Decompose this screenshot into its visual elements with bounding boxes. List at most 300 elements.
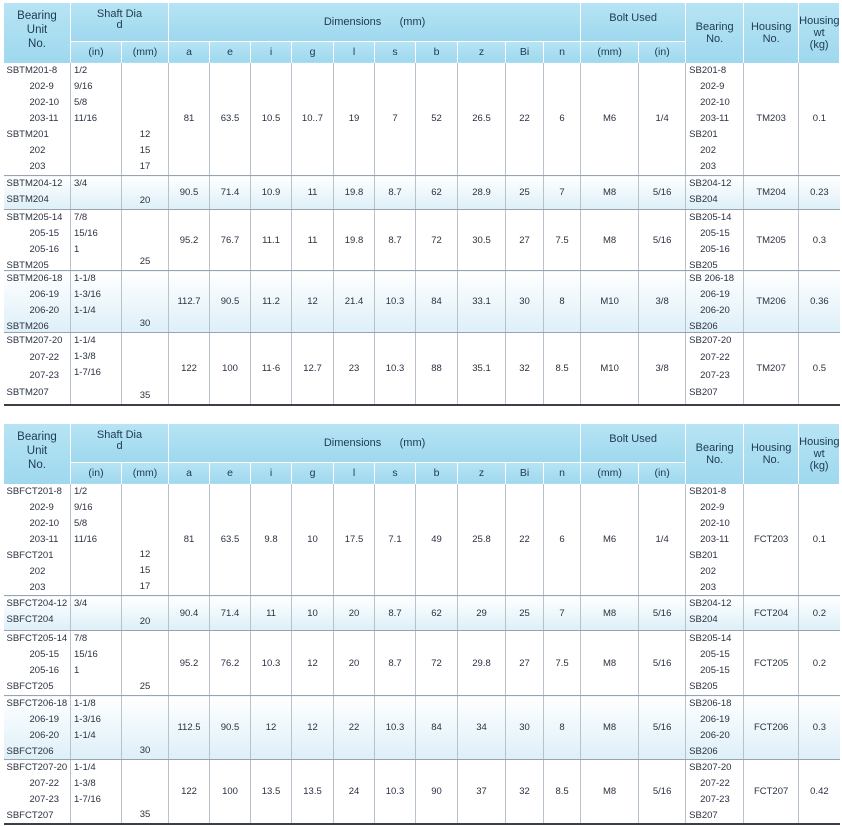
dimension-cell: 10 xyxy=(292,596,334,631)
shaft-mm-line: 15 xyxy=(139,565,151,576)
housing-wt-header-line: (kg) xyxy=(809,38,829,51)
dimension-cell: 13.5 xyxy=(251,760,292,824)
dimension-cell: 88 xyxy=(416,333,458,405)
bearing-unit-lines xyxy=(4,210,71,271)
bearing-no-line: 203 xyxy=(700,160,716,172)
subheader-cell: a xyxy=(169,41,210,63)
bolt-mm-cell: M10 xyxy=(581,271,639,333)
bearing-unit-line: SBFCT207-20 xyxy=(6,762,68,773)
bearing-no-line: 205-15 xyxy=(700,649,730,660)
shaft-in-line: 9/16 xyxy=(74,80,93,92)
bolt-mm-cell: M8 xyxy=(581,760,639,824)
dimension-cell: 112.5 xyxy=(169,696,210,760)
bolt-in-cell: 5/16 xyxy=(639,596,686,631)
bearing-unit-line: SBFCT201-8 xyxy=(6,485,62,497)
bearing-unit-line: SBFCT205 xyxy=(6,681,54,692)
bearing-no-line: 206-19 xyxy=(700,289,730,300)
dimension-cell: 7 xyxy=(544,176,581,210)
shaft-in-line: 1-7/16 xyxy=(74,794,101,805)
bearing-unit-line: 202 xyxy=(29,144,46,156)
shaft-in-line: 1 xyxy=(74,665,80,676)
dimension-cell: 27 xyxy=(506,631,544,696)
bearing-no-cell xyxy=(686,176,744,210)
bearing-no-cell xyxy=(686,210,744,271)
bearing-unit-line: SBTM206 xyxy=(6,321,49,332)
table-row xyxy=(4,333,840,405)
shaft-in-lines xyxy=(71,271,121,319)
shaft-in-line: 15/16 xyxy=(74,649,98,660)
shaft-in-line: 1/2 xyxy=(74,485,88,497)
shaft-mm-cell xyxy=(122,271,169,333)
shaft-mm-lines xyxy=(122,807,168,823)
table-row xyxy=(4,696,840,760)
bearing-no-line: SB201-8 xyxy=(689,64,727,76)
shaft-in-cell xyxy=(71,333,122,405)
subheader-cell: n xyxy=(544,462,581,484)
bearing-no-line: SB205 xyxy=(689,260,718,271)
dimension-cell: 76.7 xyxy=(210,210,251,271)
bearing-no-header xyxy=(686,424,744,484)
shaft-in-lines xyxy=(71,631,121,679)
bearing-unit-cell xyxy=(4,63,71,176)
bearing-unit-lines xyxy=(4,631,71,692)
bearing-no-line: 202-9 xyxy=(700,501,725,513)
bearing-unit-line: SBTM204 xyxy=(6,194,49,205)
housing-no-cell: TM204 xyxy=(744,176,799,210)
bearing-no-header-line: Bearing xyxy=(695,20,734,33)
table-row xyxy=(4,176,840,210)
dimension-cell: 12 xyxy=(292,271,334,333)
housing-no-cell: FCT203 xyxy=(744,484,799,596)
subheader-cell: (mm) xyxy=(122,41,169,63)
bearing-no-lines xyxy=(686,176,743,206)
bearing-unit-line: SBFCT201 xyxy=(6,549,54,561)
dimension-cell: 10..7 xyxy=(292,63,334,176)
bolt-in-cell: 5/16 xyxy=(639,176,686,210)
housing-no-header-line: Housing xyxy=(750,20,792,33)
dimension-cell: 8 xyxy=(544,696,581,760)
bearing-no-line: 203-11 xyxy=(700,533,730,545)
dimension-cell: 26.5 xyxy=(458,63,506,176)
bearing-unit-lines xyxy=(4,333,71,401)
bearing-unit-line: SBTM205 xyxy=(6,260,49,271)
dimension-cell: 52 xyxy=(416,63,458,176)
bearing-no-line: 203-11 xyxy=(700,112,730,124)
shaft-in-line: 1-1/8 xyxy=(74,698,96,709)
dimension-cell: 8.7 xyxy=(375,596,416,631)
dimension-cell: 29.8 xyxy=(458,631,506,696)
subheader-cell: (in) xyxy=(639,41,686,63)
bearing-no-header xyxy=(686,3,744,63)
bearing-no-line: 207-22 xyxy=(700,352,730,364)
shaft-in-line: 15/16 xyxy=(74,228,98,239)
bearing-unit-line: 207-22 xyxy=(29,778,60,789)
bearing-no-line: 203 xyxy=(700,581,716,593)
dimension-cell: 6 xyxy=(544,63,581,176)
shaft-mm-lines xyxy=(122,743,168,759)
dimension-cell: 8.7 xyxy=(375,631,416,696)
bearing-no-line: SB204 xyxy=(689,194,718,205)
dimension-cell: 11 xyxy=(292,176,334,210)
dimension-cell: 72 xyxy=(416,631,458,696)
dimension-cell: 122 xyxy=(169,333,210,405)
housing-no-header xyxy=(744,3,799,63)
housing-no-cell: TM203 xyxy=(744,63,799,176)
subheader-cell: g xyxy=(292,41,334,63)
bearing-no-line: 205-15 xyxy=(700,665,730,676)
dimensions-header xyxy=(169,424,581,462)
subheader-cell: i xyxy=(251,462,292,484)
shaft-in-cell xyxy=(71,760,122,824)
bearing-no-line: SB201-8 xyxy=(689,485,727,497)
shaft-in-lines xyxy=(71,210,121,258)
shaft-mm-line: 30 xyxy=(139,745,151,756)
shaft-in-lines xyxy=(71,333,121,381)
bearing-unit-line: 202-9 xyxy=(29,80,54,92)
housing-wt-cell: 0.3 xyxy=(799,210,840,271)
housing-wt-header-line: wt xyxy=(813,447,825,460)
subheader-cell: z xyxy=(458,41,506,63)
bearing-no-line: 202-10 xyxy=(700,96,730,108)
shaft-mm-line: 15 xyxy=(139,145,151,156)
housing-wt-header xyxy=(799,3,840,63)
table-row xyxy=(4,760,840,824)
bearing-unit-lines xyxy=(4,63,71,172)
shaft-in-line: 3/4 xyxy=(74,598,88,609)
dimension-cell: 25 xyxy=(506,596,544,631)
housing-wt-cell: 0.36 xyxy=(799,271,840,333)
subheader-cell: l xyxy=(334,41,375,63)
bearing-unit-cell xyxy=(4,333,71,405)
bearing-no-cell xyxy=(686,760,744,824)
dimension-cell: 22 xyxy=(506,63,544,176)
dimension-cell: 8.5 xyxy=(544,333,581,405)
bearing-unit-line: 203-11 xyxy=(29,533,59,545)
dimension-cell: 21.4 xyxy=(334,271,375,333)
housing-no-cell: FCT207 xyxy=(744,760,799,824)
table-row xyxy=(4,484,840,596)
bolt-in-cell: 5/16 xyxy=(639,631,686,696)
dimension-cell: 49 xyxy=(416,484,458,596)
housing-no-cell: FCT204 xyxy=(744,596,799,631)
bearing-unit-header xyxy=(4,3,71,63)
bearing-unit-line: SBTM201-8 xyxy=(6,64,58,76)
shaft-in-line: 5/8 xyxy=(74,517,88,529)
bearing-no-line: SB207 xyxy=(689,386,718,398)
bearing-no-lines xyxy=(686,333,743,401)
tm-table xyxy=(3,3,840,406)
header-row xyxy=(4,3,840,41)
bearing-unit-line: 206-19 xyxy=(29,289,60,300)
dimension-cell: 7.5 xyxy=(544,210,581,271)
dimension-cell: 100 xyxy=(210,760,251,824)
dimension-cell: 81 xyxy=(169,484,210,596)
shaft-in-cell xyxy=(71,210,122,271)
housing-no-cell: TM206 xyxy=(744,271,799,333)
bearing-no-cell xyxy=(686,271,744,333)
dimension-cell: 95.2 xyxy=(169,210,210,271)
dimension-cell: 33.1 xyxy=(458,271,506,333)
bearing-no-header-line: No. xyxy=(706,453,724,466)
dimension-cell: 8.7 xyxy=(375,210,416,271)
bearing-no-line: SB204-12 xyxy=(689,178,732,189)
shaft-in-line: 9/16 xyxy=(74,501,93,513)
dimension-cell: 27 xyxy=(506,210,544,271)
shaft-mm-lines xyxy=(122,388,168,404)
dimensions-header-text: Dimensions (mm) xyxy=(323,436,426,449)
bearing-no-line: SB207-20 xyxy=(689,762,732,773)
subheader-cell: g xyxy=(292,462,334,484)
bearing-no-line: 207-23 xyxy=(700,369,730,381)
bearing-no-lines xyxy=(686,210,743,271)
bearing-no-line: SB206 xyxy=(689,321,718,332)
shaft-mm-line: 12 xyxy=(139,549,151,560)
dimension-cell: 12 xyxy=(292,631,334,696)
bearing-unit-line: 202 xyxy=(29,565,46,577)
shaft-in-lines xyxy=(71,63,121,127)
shaft-mm-lines xyxy=(122,254,168,270)
subheader-cell: (mm) xyxy=(581,462,639,484)
bearing-no-cell xyxy=(686,63,744,176)
dimension-cell: 7 xyxy=(375,63,416,176)
shaft-in-line: 1-1/8 xyxy=(74,273,96,284)
dimension-cell: 10.3 xyxy=(375,760,416,824)
bearing-unit-line: SBFCT204 xyxy=(6,614,54,625)
subheader-cell: e xyxy=(210,462,251,484)
shaft-mm-cell xyxy=(122,63,169,176)
housing-wt-cell: 0.23 xyxy=(799,176,840,210)
bearing-unit-header xyxy=(4,424,71,484)
bearing-no-line: SB205 xyxy=(689,681,718,692)
bearing-no-cell xyxy=(686,333,744,405)
dimension-cell: 10.3 xyxy=(375,333,416,405)
shaft-in-line: 1-3/8 xyxy=(74,778,96,789)
bearing-unit-lines xyxy=(4,271,71,332)
dimension-cell: 6 xyxy=(544,484,581,596)
dimensions-header-text: Dimensions (mm) xyxy=(323,15,426,28)
shaft-dia-header xyxy=(71,3,169,41)
housing-wt-header-line: (kg) xyxy=(809,459,829,472)
dimension-cell: 28.9 xyxy=(458,176,506,210)
bearing-no-line: 202 xyxy=(700,565,716,577)
bearing-unit-lines xyxy=(4,760,71,820)
shaft-mm-cell xyxy=(122,696,169,760)
bearing-unit-line: 205-16 xyxy=(29,665,60,676)
bearing-unit-line: 206-20 xyxy=(29,305,60,316)
bolt-in-cell: 5/16 xyxy=(639,696,686,760)
dimension-cell: 32 xyxy=(506,333,544,405)
dimension-cell: 13.5 xyxy=(292,760,334,824)
dimension-cell: 84 xyxy=(416,696,458,760)
subheader-cell: Bi xyxy=(506,462,544,484)
bearing-unit-lines xyxy=(4,484,71,592)
subheader-cell: b xyxy=(416,462,458,484)
housing-no-cell: TM207 xyxy=(744,333,799,405)
bearing-unit-cell xyxy=(4,271,71,333)
shaft-in-cell xyxy=(71,596,122,631)
dimension-cell: 100 xyxy=(210,333,251,405)
housing-wt-cell: 0.2 xyxy=(799,596,840,631)
shaft-mm-cell xyxy=(122,484,169,596)
housing-no-cell: TM205 xyxy=(744,210,799,271)
bearing-unit-line: 203 xyxy=(29,581,46,593)
dimension-cell: 71.4 xyxy=(210,596,251,631)
shaft-mm-cell xyxy=(122,210,169,271)
shaft-mm-line: 25 xyxy=(139,256,151,267)
dimension-cell: 112.7 xyxy=(169,271,210,333)
shaft-mm-line: 12 xyxy=(139,129,151,140)
bearing-no-line: SB205-14 xyxy=(689,212,732,223)
housing-no-header-line: No. xyxy=(762,32,780,45)
bolt-mm-cell: M6 xyxy=(581,484,639,596)
dimension-cell: 22 xyxy=(334,696,375,760)
dimension-cell: 34 xyxy=(458,696,506,760)
housing-wt-header-line: Housing xyxy=(799,435,840,448)
dimension-cell: 8 xyxy=(544,271,581,333)
bearing-unit-cell xyxy=(4,176,71,210)
dimension-cell: 12 xyxy=(292,696,334,760)
bearing-no-lines xyxy=(686,63,743,172)
dimension-cell: 11 xyxy=(251,596,292,631)
housing-wt-cell: 0.5 xyxy=(799,333,840,405)
shaft-in-cell xyxy=(71,63,122,176)
dimension-cell: 30 xyxy=(506,696,544,760)
table-row xyxy=(4,631,840,696)
bearing-unit-line: 207-22 xyxy=(29,352,60,364)
housing-wt-cell: 0.1 xyxy=(799,484,840,596)
table-row xyxy=(4,271,840,333)
dimension-cell: 20 xyxy=(334,631,375,696)
bearing-unit-cell xyxy=(4,484,71,596)
shaft-in-line: 1/2 xyxy=(74,64,88,76)
subheader-cell: a xyxy=(169,462,210,484)
housing-no-header xyxy=(744,424,799,484)
bolt-used-header: Bolt Used xyxy=(581,424,686,462)
dimension-cell: 19 xyxy=(334,63,375,176)
dimension-cell: 81 xyxy=(169,63,210,176)
shaft-mm-line: 25 xyxy=(139,681,151,692)
dimension-cell: 35.1 xyxy=(458,333,506,405)
bearing-no-line: SB206-18 xyxy=(689,698,732,709)
bolt-mm-cell: M8 xyxy=(581,631,639,696)
shaft-in-line: 1-1/4 xyxy=(74,762,96,773)
bearing-unit-line: SBTM205-14 xyxy=(6,212,63,223)
subheader-cell: (in) xyxy=(71,462,122,484)
bearing-unit-cell xyxy=(4,596,71,631)
bearing-no-cell xyxy=(686,631,744,696)
bearing-unit-header-line: Bearing xyxy=(17,10,57,22)
housing-wt-cell: 0.1 xyxy=(799,63,840,176)
shaft-in-line: 7/8 xyxy=(74,633,88,644)
bearing-no-line: SB205-14 xyxy=(689,633,732,644)
shaft-in-lines xyxy=(71,760,121,808)
dimension-cell: 90.4 xyxy=(169,596,210,631)
bearing-no-cell xyxy=(686,484,744,596)
bearing-no-line: SB 206-18 xyxy=(689,273,735,284)
bolt-in-cell: 1/4 xyxy=(639,484,686,596)
bearing-no-line: 202 xyxy=(700,144,716,156)
bearing-no-line: 206-20 xyxy=(700,305,730,316)
bolt-in-cell: 1/4 xyxy=(639,63,686,176)
dimension-cell: 10 xyxy=(292,484,334,596)
dimension-cell: 11 xyxy=(292,210,334,271)
shaft-mm-lines xyxy=(122,614,168,630)
housing-wt-cell: 0.3 xyxy=(799,696,840,760)
bearing-unit-line: SBFCT204-12 xyxy=(6,598,68,609)
bearing-unit-line: SBFCT207 xyxy=(6,810,54,821)
shaft-in-lines xyxy=(71,696,121,744)
bearing-no-line: SB201 xyxy=(689,128,718,140)
bearing-unit-cell xyxy=(4,631,71,696)
shaft-mm-line: 20 xyxy=(139,616,151,627)
dimension-cell: 10.5 xyxy=(251,63,292,176)
bearing-unit-cell xyxy=(4,696,71,760)
dimension-cell: 32 xyxy=(506,760,544,824)
dimension-cell: 11·6 xyxy=(251,333,292,405)
bearing-unit-line: 202-10 xyxy=(29,96,60,108)
dimension-cell: 72 xyxy=(416,210,458,271)
dimension-cell: 8.7 xyxy=(375,176,416,210)
dimension-cell: 9.8 xyxy=(251,484,292,596)
shaft-mm-line: 30 xyxy=(139,318,151,329)
bearing-unit-header-line: Unit xyxy=(26,24,48,36)
bearing-unit-line: 206-19 xyxy=(29,714,60,725)
dimension-cell: 76.2 xyxy=(210,631,251,696)
shaft-in-line: 5/8 xyxy=(74,96,88,108)
bearing-unit-line: SBTM207-20 xyxy=(6,335,63,346)
shaft-mm-cell xyxy=(122,176,169,210)
dimension-cell: 20 xyxy=(334,596,375,631)
bearing-no-line: 202-10 xyxy=(700,517,730,529)
dimension-cell: 12.7 xyxy=(292,333,334,405)
subheader-cell: Bi xyxy=(506,41,544,63)
dimension-cell: 62 xyxy=(416,176,458,210)
bearing-no-line: 205-15 xyxy=(700,228,730,239)
bearing-unit-line: 202-9 xyxy=(29,501,54,513)
bearing-no-cell xyxy=(686,596,744,631)
housing-no-header-line: Housing xyxy=(750,441,792,454)
shaft-in-cell xyxy=(71,696,122,760)
bearing-unit-line: 203-11 xyxy=(29,112,59,124)
bearing-unit-line: SBFCT206 xyxy=(6,746,54,757)
bearing-no-lines xyxy=(686,760,743,820)
bearing-unit-cell xyxy=(4,210,71,271)
bearing-no-header-line: Bearing xyxy=(695,441,734,454)
bearing-unit-line: SBTM207 xyxy=(6,386,49,398)
housing-wt-cell: 0.42 xyxy=(799,760,840,824)
dimension-cell: 7.5 xyxy=(544,631,581,696)
shaft-in-lines xyxy=(71,596,121,612)
dimension-cell: 30 xyxy=(506,271,544,333)
bearing-unit-lines xyxy=(4,596,71,627)
bolt-in-cell: 5/16 xyxy=(639,210,686,271)
subheader-cell: (in) xyxy=(71,41,122,63)
subheader-cell: (mm) xyxy=(122,462,169,484)
subheader-cell: s xyxy=(375,462,416,484)
shaft-in-line: 1-1/4 xyxy=(74,335,96,346)
bearing-unit-line: 207-23 xyxy=(29,369,60,381)
bearing-no-cell xyxy=(686,696,744,760)
bearing-unit-header-line: No. xyxy=(28,459,46,471)
shaft-mm-line: 35 xyxy=(139,808,151,820)
dimension-cell: 12 xyxy=(251,696,292,760)
subheader-cell: l xyxy=(334,462,375,484)
bearing-unit-line: 207-23 xyxy=(29,794,60,805)
bearing-unit-header-line: No. xyxy=(28,38,46,50)
shaft-in-line: 1 xyxy=(74,244,80,255)
bearing-no-line: SB206 xyxy=(689,746,718,757)
bearing-unit-line: 202-10 xyxy=(29,517,60,529)
